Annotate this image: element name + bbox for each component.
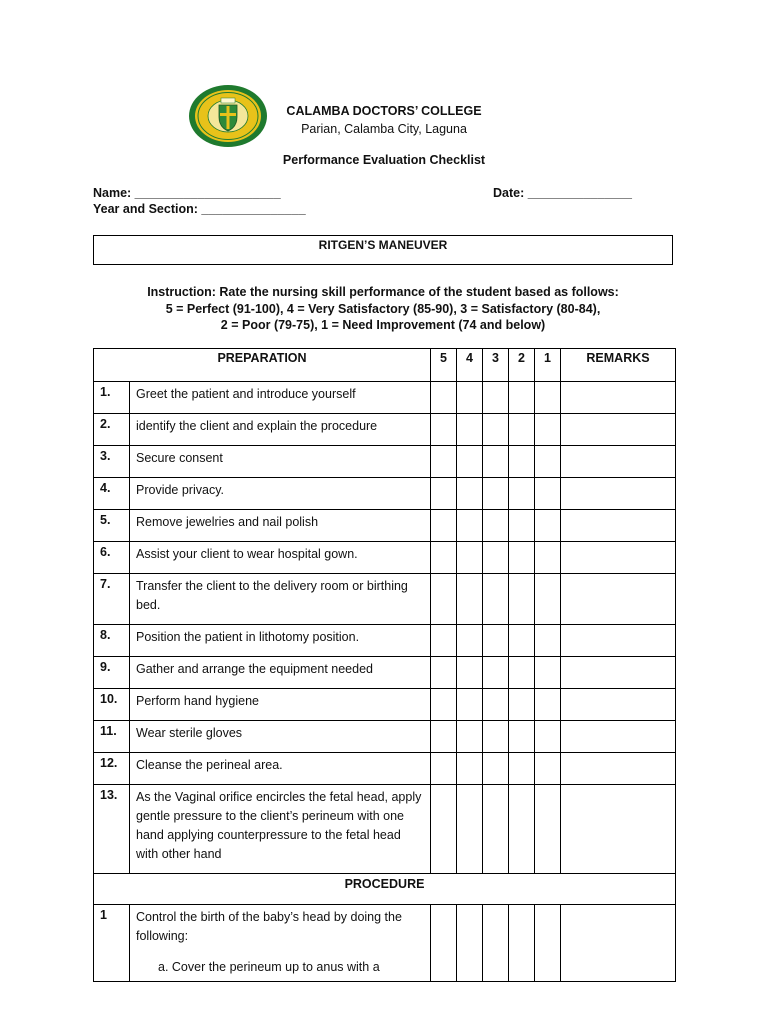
item-text: Wear sterile gloves (136, 726, 243, 740)
table-row (94, 625, 676, 657)
score-1-cell[interactable] (535, 574, 561, 625)
score-1-cell[interactable] (535, 414, 561, 446)
remarks-cell[interactable] (561, 542, 676, 574)
score-1-cell[interactable] (535, 478, 561, 510)
item-description (130, 657, 431, 689)
remarks-cell[interactable] (561, 510, 676, 542)
score-5-cell[interactable] (431, 542, 457, 574)
score-2-cell[interactable] (509, 478, 535, 510)
remarks-cell[interactable] (561, 905, 676, 982)
score-4-cell[interactable] (457, 657, 483, 689)
score-3-cell[interactable] (483, 510, 509, 542)
score-2-cell[interactable] (509, 753, 535, 785)
score-2-cell[interactable] (509, 414, 535, 446)
item-description (130, 721, 431, 753)
year-section-field[interactable]: Year and Section: _______________ (93, 202, 306, 216)
remarks-cell[interactable] (561, 478, 676, 510)
score-5-cell[interactable] (431, 689, 457, 721)
instruction-line-2: 5 = Perfect (91-100), 4 = Very Satisfactory (85-90), 3 = Satisfactory (80-84), (165, 301, 601, 316)
table-row (94, 753, 676, 785)
table-row (94, 414, 676, 446)
table-row (94, 542, 676, 574)
item-text: Perform hand hygiene (136, 694, 259, 708)
header-remarks: REMARKS (561, 349, 676, 382)
score-5-cell[interactable] (431, 785, 457, 874)
item-number: 12. (94, 753, 130, 785)
score-5-cell[interactable] (431, 414, 457, 446)
item-text: Gather and arrange the equipment needed (136, 662, 373, 676)
table-row (94, 446, 676, 478)
score-4-cell[interactable] (457, 689, 483, 721)
score-3-cell[interactable] (483, 382, 509, 414)
table-row (94, 785, 676, 874)
score-5-cell[interactable] (431, 574, 457, 625)
score-2-cell[interactable] (509, 382, 535, 414)
item-description (130, 446, 431, 478)
table-header-row (94, 349, 676, 382)
skill-title: RITGEN’S MANEUVER (318, 238, 448, 252)
score-1-cell[interactable] (535, 382, 561, 414)
item-description (130, 689, 431, 721)
score-1-cell[interactable] (535, 753, 561, 785)
score-4-cell[interactable] (457, 785, 483, 874)
table-row (94, 689, 676, 721)
score-5-cell[interactable] (431, 446, 457, 478)
procedure-section-row (94, 874, 676, 905)
item-description (130, 510, 431, 542)
score-1-cell[interactable] (535, 657, 561, 689)
remarks-cell[interactable] (561, 446, 676, 478)
score-2-cell[interactable] (509, 625, 535, 657)
item-number: 1 (94, 905, 130, 982)
score-3-cell[interactable] (483, 905, 509, 982)
item-text: identify the client and explain the procedure (136, 419, 378, 433)
table-row (94, 574, 676, 625)
table-row (94, 905, 676, 982)
item-description (130, 625, 431, 657)
item-text: Assist your client to wear hospital gown. (136, 547, 358, 561)
score-2-cell[interactable] (509, 542, 535, 574)
score-1-cell[interactable] (535, 905, 561, 982)
item-number: 2. (94, 414, 130, 446)
score-4-cell[interactable] (457, 542, 483, 574)
score-2-cell[interactable] (509, 689, 535, 721)
header-score-4: 4 (457, 349, 483, 382)
score-3-cell[interactable] (483, 753, 509, 785)
item-text: Transfer the client to the delivery room or birthing bed. (136, 579, 408, 612)
item-number: 10. (94, 689, 130, 721)
remarks-cell[interactable] (561, 753, 676, 785)
score-5-cell[interactable] (431, 753, 457, 785)
score-5-cell[interactable] (431, 382, 457, 414)
item-number: 11. (94, 721, 130, 753)
header-score-5: 5 (431, 349, 457, 382)
score-2-cell[interactable] (509, 574, 535, 625)
score-3-cell[interactable] (483, 721, 509, 753)
item-text: As the Vaginal orifice encircles the fetal head, apply gentle pressure to the client’s perineum with one hand applying counterpressure to the fetal head with other hand (136, 790, 422, 861)
remarks-cell[interactable] (561, 657, 676, 689)
item-number: 9. (94, 657, 130, 689)
item-description (130, 542, 431, 574)
item-text: Greet the patient and introduce yourself (136, 387, 356, 401)
score-3-cell[interactable] (483, 625, 509, 657)
score-5-cell[interactable] (431, 625, 457, 657)
date-field[interactable]: Date: _______________ (493, 186, 633, 200)
score-3-cell[interactable] (483, 446, 509, 478)
score-5-cell[interactable] (431, 478, 457, 510)
score-1-cell[interactable] (535, 625, 561, 657)
score-1-cell[interactable] (535, 721, 561, 753)
header-preparation: PREPARATION (94, 349, 431, 382)
table-row (94, 382, 676, 414)
item-description (130, 905, 431, 982)
score-3-cell[interactable] (483, 785, 509, 874)
item-subtext: a. Cover the perineum up to anus with a (158, 960, 380, 974)
remarks-cell[interactable] (561, 689, 676, 721)
item-text: Secure consent (136, 451, 223, 465)
document-title: Performance Evaluation Checklist (282, 153, 486, 167)
table-row (94, 510, 676, 542)
score-4-cell[interactable] (457, 905, 483, 982)
score-5-cell[interactable] (431, 510, 457, 542)
table-row (94, 478, 676, 510)
score-2-cell[interactable] (509, 785, 535, 874)
item-text: Cleanse the perineal area. (136, 758, 283, 772)
college-address: Parian, Calamba City, Laguna (301, 122, 467, 136)
remarks-cell[interactable] (561, 625, 676, 657)
college-name: CALAMBA DOCTORS’ COLLEGE (286, 104, 482, 118)
item-number: 6. (94, 542, 130, 574)
item-text: Position the patient in lithotomy position. (136, 630, 360, 644)
item-description (130, 753, 431, 785)
score-1-cell[interactable] (535, 785, 561, 874)
score-4-cell[interactable] (457, 382, 483, 414)
score-1-cell[interactable] (535, 689, 561, 721)
header-score-3: 3 (483, 349, 509, 382)
skill-title-box (93, 235, 673, 265)
score-4-cell[interactable] (457, 478, 483, 510)
procedure-label: PROCEDURE (94, 874, 676, 905)
score-1-cell[interactable] (535, 542, 561, 574)
item-number: 13. (94, 785, 130, 874)
score-5-cell[interactable] (431, 657, 457, 689)
rating-instruction (93, 284, 673, 334)
remarks-cell[interactable] (561, 414, 676, 446)
remarks-cell[interactable] (561, 721, 676, 753)
item-description (130, 785, 431, 874)
score-5-cell[interactable] (431, 905, 457, 982)
score-2-cell[interactable] (509, 510, 535, 542)
item-number: 4. (94, 478, 130, 510)
score-1-cell[interactable] (535, 510, 561, 542)
score-4-cell[interactable] (457, 510, 483, 542)
score-3-cell[interactable] (483, 689, 509, 721)
score-3-cell[interactable] (483, 574, 509, 625)
remarks-cell[interactable] (561, 785, 676, 874)
item-description (130, 478, 431, 510)
score-3-cell[interactable] (483, 478, 509, 510)
item-description (130, 414, 431, 446)
score-5-cell[interactable] (431, 721, 457, 753)
score-4-cell[interactable] (457, 574, 483, 625)
item-number: 7. (94, 574, 130, 625)
score-3-cell[interactable] (483, 414, 509, 446)
remarks-cell[interactable] (561, 382, 676, 414)
item-text: Remove jewelries and nail polish (136, 515, 319, 529)
instruction-line-1: Instruction: Rate the nursing skill performance of the student based as follows: (147, 285, 619, 299)
score-4-cell[interactable] (457, 753, 483, 785)
score-2-cell[interactable] (509, 446, 535, 478)
item-number: 3. (94, 446, 130, 478)
score-4-cell[interactable] (457, 721, 483, 753)
remarks-cell[interactable] (561, 574, 676, 625)
item-description (130, 574, 431, 625)
instruction-line-3: 2 = Poor (79-75), 1 = Need Improvement (74 and below) (220, 318, 546, 332)
score-4-cell[interactable] (457, 625, 483, 657)
score-3-cell[interactable] (483, 657, 509, 689)
item-number: 5. (94, 510, 130, 542)
table-row (94, 657, 676, 689)
item-number: 8. (94, 625, 130, 657)
score-4-cell[interactable] (457, 446, 483, 478)
name-field[interactable]: Name: _____________________ (93, 186, 281, 200)
item-text: Control the birth of the baby’s head by doing the following: (136, 910, 402, 943)
score-2-cell[interactable] (509, 721, 535, 753)
score-3-cell[interactable] (483, 542, 509, 574)
header-score-2: 2 (509, 349, 535, 382)
item-text: Provide privacy. (136, 483, 224, 497)
header-score-1: 1 (535, 349, 561, 382)
score-2-cell[interactable] (509, 905, 535, 982)
score-4-cell[interactable] (457, 414, 483, 446)
score-1-cell[interactable] (535, 446, 561, 478)
evaluation-checklist-table (93, 348, 676, 982)
item-description (130, 382, 431, 414)
item-number: 1. (94, 382, 130, 414)
table-row (94, 721, 676, 753)
score-2-cell[interactable] (509, 657, 535, 689)
